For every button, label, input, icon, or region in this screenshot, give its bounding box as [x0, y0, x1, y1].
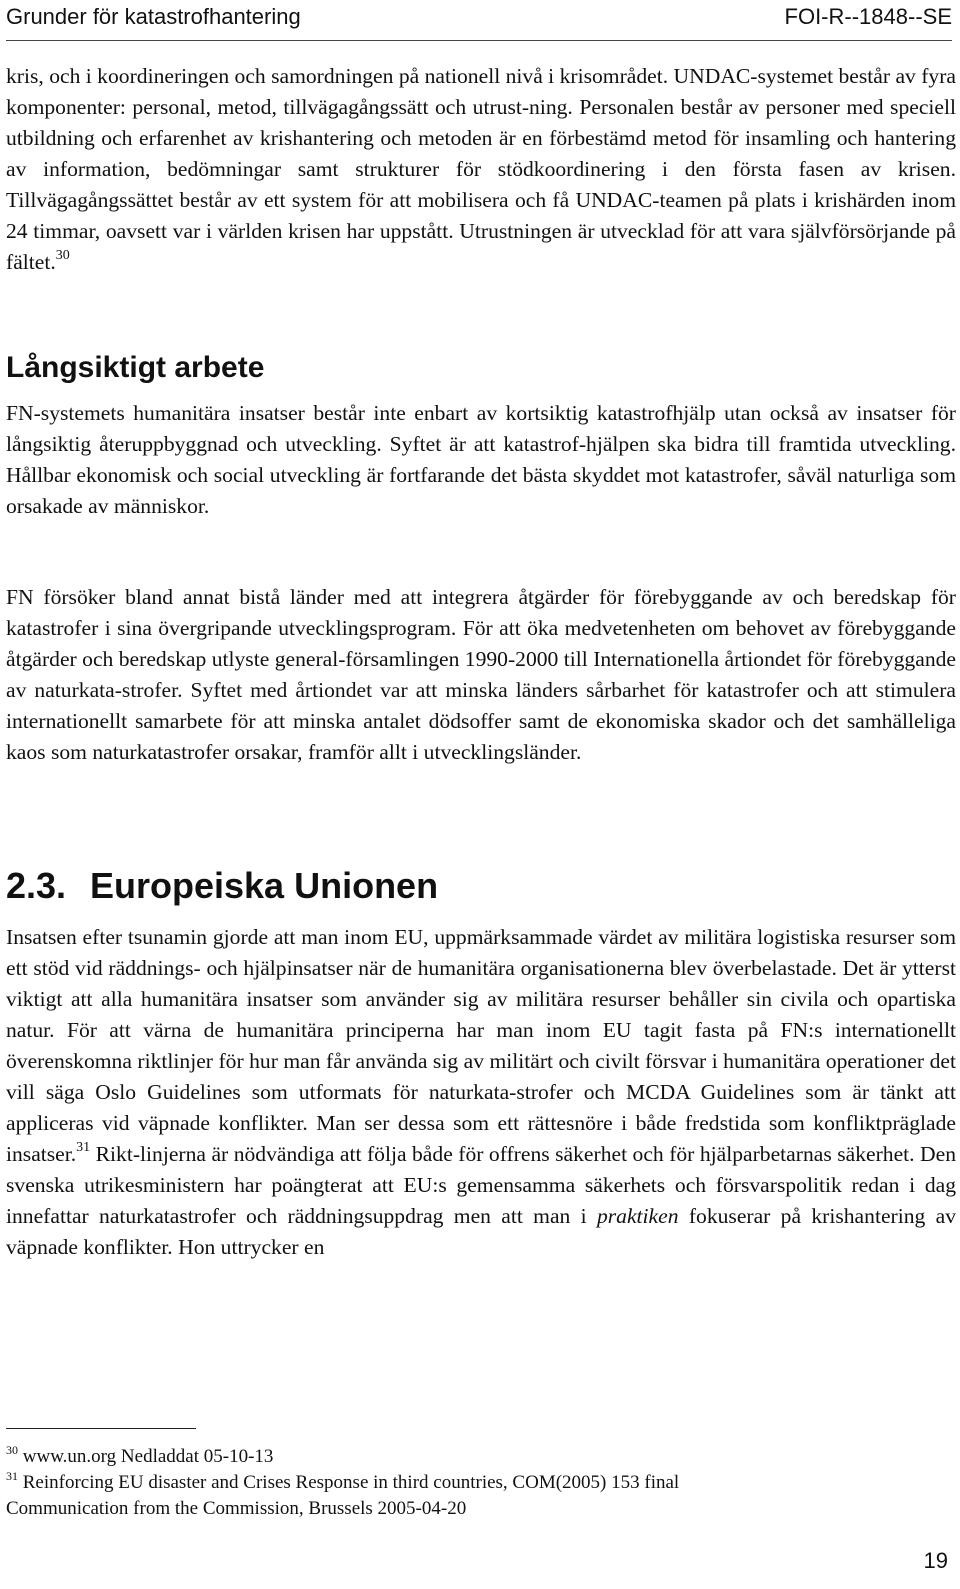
chapter-number: 2.3.: [6, 865, 67, 906]
paragraph-eu: [6, 922, 956, 1263]
footnote-31-text: Reinforcing EU disaster and Crises Response in third countries, COM(2005) 153 final: [22, 1472, 680, 1493]
paragraph-undac: [6, 61, 956, 278]
footnote-31-number: 31: [6, 1469, 18, 1483]
paragraph-undac-text: kris, och i koordineringen och samordningen på nationell nivå i krisområdet. UNDAC-systemet består av fyra komponenter: personal, metod, tillvägagångssätt och utrust-ning. Personalen består av personer med speciell utbildning och erfarenhet av krishantering och metoden är en förbestämd metod för insamling och hantering av information, bedömningar samt strukturer för stödkoordinering i den första fasen av krisen. Tillvägagångssättet består av ett system för att mobilisera och få UNDAC-teamen på plats i krishärden inom 24 timmar, oavsett var i världen krisen har uppstått. Utrustningen är utvecklad för att vara självförsörjande på fältet.: [6, 64, 956, 274]
footnote-ref-30[interactable]: 30: [55, 248, 70, 263]
chapter-title: Europeiska Unionen: [90, 865, 439, 906]
paragraph-eu-part2: Rikt-linjerna är nödvändiga att följa både för offrens säkerhet och för hjälparbetarnas säkerhet. Den svenska utrikesministern har poängterat att EU:s gemensamma säkerhets och försvarspolitik redan i dag innefattar naturkatastrofer och räddningsuppdrag men att man i: [6, 1142, 956, 1228]
footnote-ref-31[interactable]: 31: [76, 1140, 91, 1155]
page-number: 19: [923, 1548, 948, 1573]
section-heading: [6, 350, 956, 386]
header-document-title: Grunder för katastrofhantering: [6, 4, 301, 29]
paragraph-long-term: [6, 398, 956, 522]
chapter-heading: [6, 866, 956, 906]
paragraph-eu-part3: fokuserar på krishantering av väpnade konflikter. Hon uttrycker en: [6, 1204, 956, 1259]
footnotes: [6, 1444, 946, 1522]
footnote-31-continuation: Communication from the Commission, Brussels 2005-04-20: [6, 1498, 467, 1519]
paragraph-long-term-text: FN-systemets humanitära insatser består inte enbart av kortsiktig katastrofhjälp utan också av insatser för långsiktig återuppbyggnad och utveckling. Syftet är att katastrof-hjälpen ska bidra till framtida utveckling. Hållbar ekonomisk och social utveckling är fortfarande det bästa skyddet mot katastrofer, såväl naturliga som orsakade av människor.: [6, 401, 956, 518]
paragraph-un-prevention: [6, 582, 956, 768]
paragraph-eu-part1: Insatsen efter tsunamin gjorde att man inom EU, uppmärksammade värdet av militära logistiska resurser som ett stöd vid räddnings- och hjälpinsatser när de humanitära organisationerna blev överbelastade. Det är ytterst viktigt att alla humanitära insatser som använder sig av militära resurser behåller sin civila och opartiska natur. För att värna de humanitära principerna har man inom EU tagit fasta på FN:s internationellt överenskomna riktlinjer för hur man får använda sig av militärt och civilt försvar i humanitära operationer det vill säga Oslo Guidelines som utformats för naturkata-strofer och MCDA Guidelines som är tänkt att appliceras vid väpnade konflikter. Man ser dessa som ett rättesnöre i både fredstida som konfliktpräglade insatser.: [6, 925, 956, 1166]
footnote-31: [6, 1470, 946, 1496]
page-header: [6, 2, 952, 41]
footnote-30-number: 30: [6, 1443, 18, 1457]
footnote-30: [6, 1444, 946, 1470]
emphasis-praktiken: praktiken: [596, 1204, 679, 1228]
header-report-number: FOI-R--1848--SE: [784, 4, 952, 29]
footnote-30-text[interactable]: www.un.org Nedladdat 05-10-13: [22, 1446, 274, 1467]
footnote-divider: [6, 1428, 196, 1429]
heading-long-term-work: Långsiktigt arbete: [6, 351, 265, 384]
paragraph-un-prevention-text: FN försöker bland annat bistå länder med att integrera åtgärder för förebyggande av och beredskap för katastrofer i sina övergripande utvecklingsprogram. För att öka medvetenheten om behovet av förebyggande åtgärder och beredskap utlyste general-församlingen 1990-2000 till Internationella årtiondet för förebyggande av naturkata-strofer. Syftet med årtiondet var att minska länders sårbarhet för katastrofer och att stimulera internationellt samarbete för att minska antalet dödsoffer samt de ekonomiska skador och det samhälleliga kaos som naturkatastrofer orsakar, framför allt i utvecklingsländer.: [6, 585, 956, 764]
